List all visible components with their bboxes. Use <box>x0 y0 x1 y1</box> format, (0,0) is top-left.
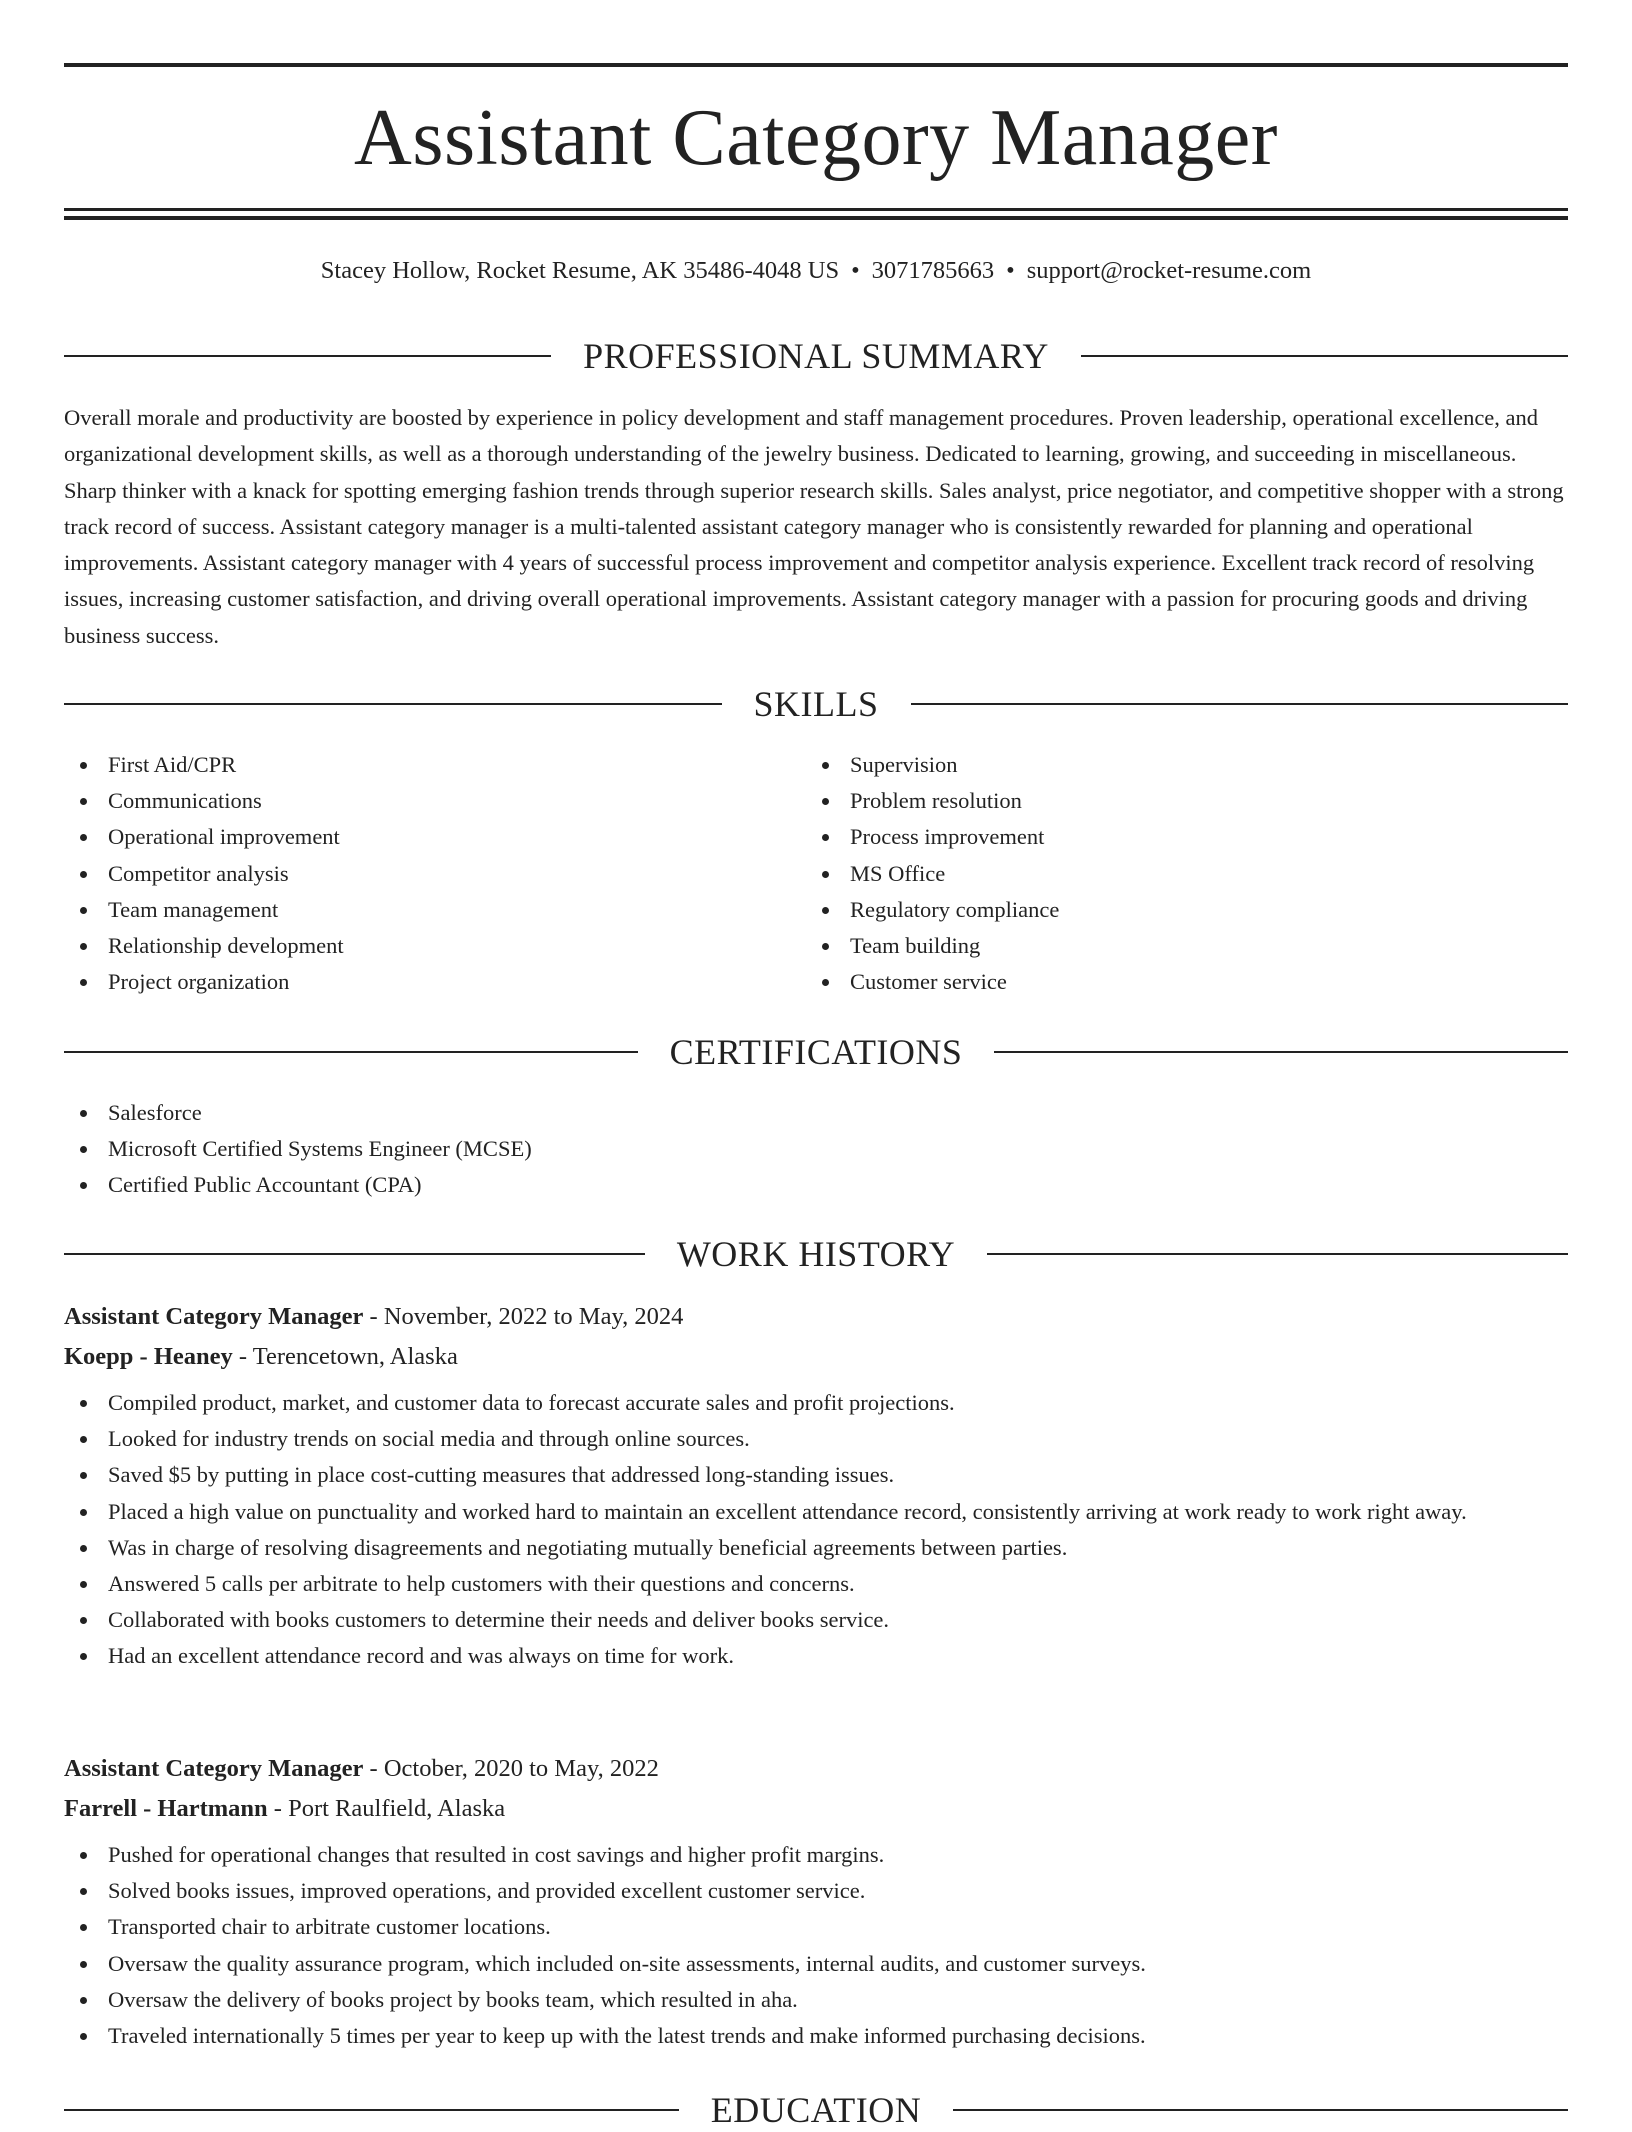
job-company: Farrell - Hartmann <box>64 1795 268 1822</box>
section-label: SKILLS <box>753 684 879 724</box>
section-label: EDUCATION <box>710 2090 922 2130</box>
job-bullet: Solved books issues, improved operations, and provided excellent customer service. <box>64 1873 1568 1909</box>
job-bullet: Pushed for operational changes that resulted in cost savings and higher profit margins. <box>64 1837 1568 1873</box>
job-dates: - November, 2022 to May, 2024 <box>363 1303 684 1330</box>
skill-item: Relationship development <box>64 928 764 964</box>
job-bullet: Had an excellent attendance record and was always on time for work. <box>64 1638 1568 1674</box>
contact-line <box>64 254 1568 288</box>
job-entry <box>64 1297 1568 1675</box>
skill-item: Team management <box>64 892 764 928</box>
job-dates: - October, 2020 to May, 2022 <box>363 1755 659 1782</box>
skill-item: Regulatory compliance <box>806 892 1506 928</box>
job-bullet: Oversaw the delivery of books project by books team, which resulted in aha. <box>64 1982 1568 2018</box>
job-bullets <box>64 1837 1568 2054</box>
contact-address: Stacey Hollow, Rocket Resume, AK 35486-4048 US <box>320 257 840 284</box>
job-bullets <box>64 1385 1568 1675</box>
skill-item: Supervision <box>806 747 1506 783</box>
certification-item: Microsoft Certified Systems Engineer (MCSE) <box>64 1131 1568 1167</box>
job-bullet: Collaborated with books customers to determine their needs and deliver books service. <box>64 1602 1568 1638</box>
section-heading-certifications <box>64 1030 1568 1074</box>
job-bullet: Transported chair to arbitrate customer locations. <box>64 1909 1568 1945</box>
contact-separator: • <box>1006 257 1015 284</box>
job-bullet: Oversaw the quality assurance program, which included on-site assessments, internal audits, and customer surveys. <box>64 1946 1568 1982</box>
job-bullet: Compiled product, market, and customer data to forecast accurate sales and profit projections. <box>64 1385 1568 1421</box>
resume-title: Assistant Category Manager <box>354 94 1278 182</box>
skill-item: Competitor analysis <box>64 856 764 892</box>
section-label: CERTIFICATIONS <box>669 1032 963 1072</box>
divider-line <box>911 703 1569 705</box>
job-title-line <box>64 1749 1568 1789</box>
skill-item: Communications <box>64 783 764 819</box>
professional-summary: Overall morale and productivity are boosted by experience in policy development and staff management procedures. Proven leadership, operational excellence, and organizational development skills, as well as a thorough understanding of the jewelry business. Dedicated to learning, growing, and succeeding in miscellaneous. Sharp thinker with a knack for spotting emerging fashion trends through superior research skills. Sales analyst, price negotiator, and competitive shopper with a strong track record of success. Assistant category manager is a multi-talented assistant category manager who is consistently rewarded for planning and operational improvements. Assistant category manager with 4 years of successful process improvement and competitor analysis experience. Excellent track record of resolving issues, increasing customer satisfaction, and driving overall operational improvements. Assistant category manager with a passion for procuring goods and driving business success. <box>64 405 1564 648</box>
divider-line <box>987 1253 1568 1255</box>
skill-item: Process improvement <box>806 819 1506 855</box>
divider-line <box>64 1253 645 1255</box>
divider-line <box>64 2109 679 2111</box>
skill-item: Operational improvement <box>64 819 764 855</box>
job-bullet: Saved $5 by putting in place cost-cutting measures that addressed long-standing issues. <box>64 1457 1568 1493</box>
job-title: Assistant Category Manager <box>64 1303 364 1330</box>
skills-list-left <box>64 747 764 1000</box>
certification-item: Certified Public Accountant (CPA) <box>64 1167 1568 1203</box>
section-label: WORK HISTORY <box>676 1234 956 1274</box>
section-label: PROFESSIONAL SUMMARY <box>583 336 1049 376</box>
job-company: Koepp - Heaney <box>64 1343 233 1370</box>
divider-line <box>953 2109 1568 2111</box>
job-location: - Port Raulfield, Alaska <box>267 1795 506 1822</box>
certification-item: Salesforce <box>64 1095 1568 1131</box>
skill-item: Customer service <box>806 964 1506 1000</box>
divider-line <box>64 703 722 705</box>
section-heading-work-history <box>64 1232 1568 1276</box>
job-bullet: Looked for industry trends on social media and through online sources. <box>64 1421 1568 1457</box>
divider-line <box>1081 355 1568 357</box>
job-company-line <box>64 1789 1568 1829</box>
section-heading-education <box>64 2088 1568 2132</box>
job-bullet: Was in charge of resolving disagreements and negotiating mutually beneficial agreements between parties. <box>64 1530 1568 1566</box>
job-bullet: Answered 5 calls per arbitrate to help customers with their questions and concerns. <box>64 1566 1568 1602</box>
job-title-line <box>64 1297 1568 1337</box>
certifications-list <box>64 1095 1568 1204</box>
skills-list-right <box>806 747 1506 1000</box>
skill-item: Team building <box>806 928 1506 964</box>
skill-item: Problem resolution <box>806 783 1506 819</box>
job-title: Assistant Category Manager <box>64 1755 364 1782</box>
contact-separator: • <box>851 257 860 284</box>
skill-item: Project organization <box>64 964 764 1000</box>
title-double-rule <box>64 208 1568 220</box>
job-bullet: Traveled internationally 5 times per year to keep up with the latest trends and make informed purchasing decisions. <box>64 2018 1568 2054</box>
skill-item: First Aid/CPR <box>64 747 764 783</box>
divider-line <box>64 355 551 357</box>
job-location: - Terencetown, Alaska <box>232 1343 458 1370</box>
divider-line <box>64 1051 638 1053</box>
job-company-line <box>64 1337 1568 1377</box>
divider-line <box>994 1051 1568 1053</box>
job-entry <box>64 1749 1568 2054</box>
section-heading-skills <box>64 682 1568 726</box>
contact-email: support@rocket-resume.com <box>1026 257 1312 284</box>
section-heading-summary <box>64 334 1568 378</box>
top-rule <box>64 63 1568 67</box>
job-bullet: Placed a high value on punctuality and worked hard to maintain an excellent attendance record, consistently arriving at work ready to work right away. <box>64 1494 1568 1530</box>
skill-item: MS Office <box>806 856 1506 892</box>
contact-phone: 3071785663 <box>871 257 995 284</box>
